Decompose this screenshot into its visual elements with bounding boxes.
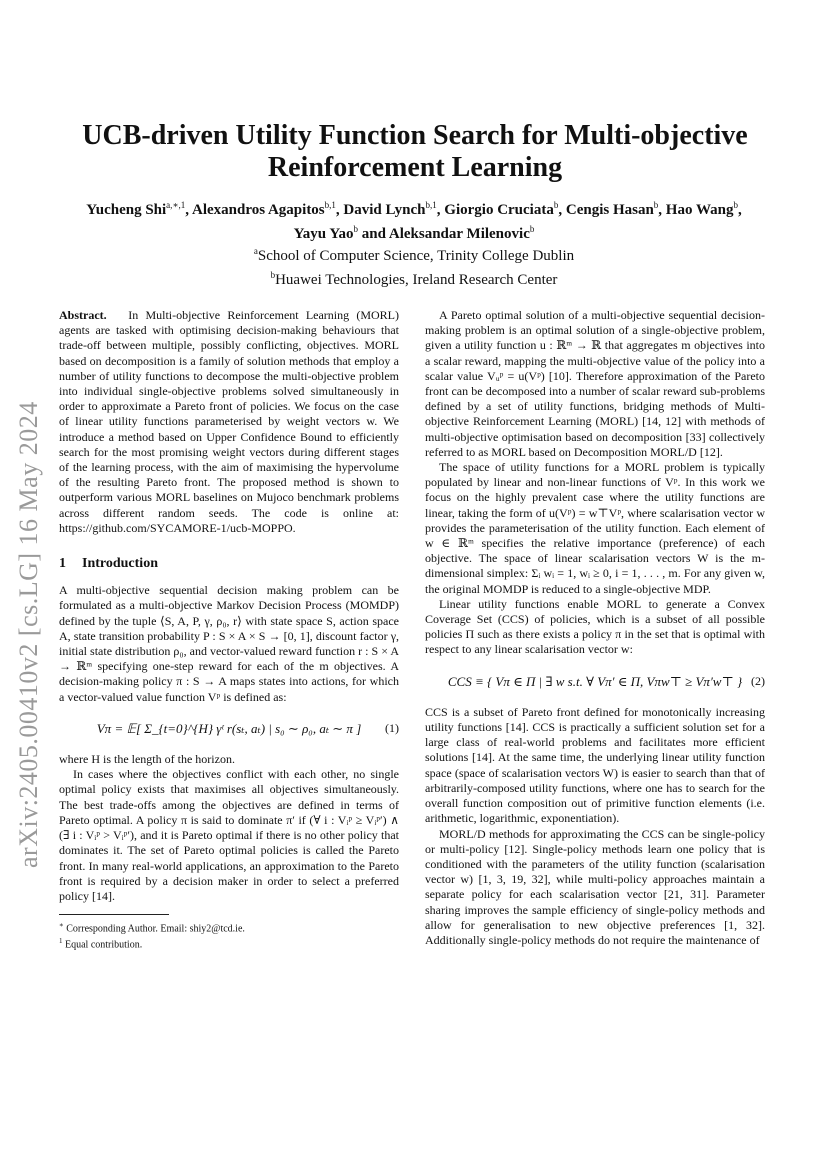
title-line-2: Reinforcement Learning — [267, 152, 563, 183]
body-paragraph-4: CCS is a subset of Pareto front defined for monotonically increasing utility functions [14]. CCS is practically a sufficient solution set for a large class of real-world problems and facilitates more efficient solutions [14]. At the same time, the underlying linear utility function space (space of scalarisation vectors W) is easier to search than that of arbitrarily-composed utility functions, where one has to search for the overall function composition out of primitive function elements (i.e. arithmetic, logarithmic, exponentiation). — [425, 704, 765, 826]
section-heading — [59, 556, 399, 571]
intro-paragraph-1: A multi-objective sequential decision making problem can be formulated as a multi-objective Markov Decision Process (MOMDP) defined by the tuple ⟨S, A, P, γ, ρ₀, r⟩ with state space S, action space A, state transition probability P : S × A × S → [0, 1], discount factor γ, initial state distribution ρ₀, and vector-valued reward function r : S × A → ℝᵐ specifying one-step reward for each of the m objectives. A decision-making policy π : S → A maps states into actions, for which a vector-valued value function Vᵖ is defined as: — [59, 583, 399, 704]
author: Yayu Yao$^b$ — [293, 224, 359, 242]
arxiv-watermark: arXiv:2405.00410v2 [cs.LG] 16 May 2024 — [14, 401, 43, 868]
equation-1 — [59, 721, 399, 736]
author: David Lynch$^{b,1}$ — [343, 200, 437, 218]
affiliation-a: $^a$School of Computer Science, Trinity College Dublin — [253, 246, 575, 264]
author: Hao Wang$^b$ — [665, 200, 738, 218]
author: Cengis Hasan$^b$ — [565, 200, 659, 218]
affiliations — [60, 242, 768, 290]
section-title: Introduction — [82, 556, 158, 572]
body-paragraph-1: A Pareto optimal solution of a multi-objective sequential decision-making problem is an optimal solution of a single-objective problem, given a utility function u : ℝᵐ → ℝ that aggregates m objectives into a scalar reward, mapping the multi-objective value of the policy into a scalar value Vᵤᵖ = u(Vᵖ) [10]. Therefore approximation of the Pareto front can be decomposed into a number of scalar reward sub-problems defined by a set of utility functions, bridging methods of Multi-objective Reinforcement Learning (MORL) [14, 12] with methods of multi-objective optimisation based on decomposition [33] collectively referred to as MORL based on Decomposition MORL/D [12]. — [425, 308, 765, 459]
footnote-rule — [59, 914, 169, 915]
body-paragraph-3: Linear utility functions enable MORL to generate a Convex Coverage Set (CCS) of policies, which is a subset of all possible policies Π such as there exists a policy π in the set that is optimal with respect to any linear scalarisation vector w: — [425, 596, 765, 657]
author: Yucheng Shi$^{a,∗,1}$ — [86, 200, 186, 218]
author-list: Yucheng Shi$^{a,∗,1}$, Alexandros Agapitos$^{b,1}$, David Lynch$^{b,1}$, Giorgio Cruciata$^b$, Cengis Hasan$^b$, Hao Wang$^b$, Yayu Yao$^b$ and Aleksandar Milenovic$^b$ — [86, 200, 742, 242]
equation-2-body: CCS ≡ { Vπ ∈ Π | ∃ w s.t. ∀ Vπ′ ∈ Π, Vπw⊤ ≥ Vπ′w⊤ } — [447, 673, 743, 689]
equation-1-number: (1) — [385, 720, 399, 735]
author: Aleksandar Milenovic$^b$ — [388, 224, 535, 242]
title-line-1: UCB-driven Utility Function Search for Multi-objective — [82, 120, 748, 151]
abstract — [59, 308, 399, 536]
body-paragraph-5: MORL/D methods for approximating the CCS can be single-policy or multi-policy [12]. Single-policy methods learn one policy that is conditioned with the parameters of the utility function (scalarisation vector w) [1, 3, 19, 32], while multi-policy approaches maintain a separate policy for each scalarisation vector [21, 31]. Parameter sharing improves the sample efficiency of single-policy methods and allow for generalisation to new objective preferences [1, 32]. Additionally single-policy methods do not require the maintenance of — [425, 826, 765, 947]
section-number: 1 — [59, 556, 66, 572]
equation-1-body: Vπ = 𝔼[ Σ_{t=0}^{H} γᵗ r(sₜ, aₜ) | s₀ ∼ ρ₀, aₜ ∼ π ] — [96, 720, 362, 736]
abstract-label: Abstract. — [59, 308, 107, 322]
equation-2 — [425, 674, 765, 689]
footnote-1: ∗ Corresponding Author. Email: shiy2@tcd.ie. — [59, 921, 245, 935]
paper-title — [70, 120, 760, 184]
intro-paragraph-3: In cases where the objectives conflict with each other, no single optimal policy exists that maximises all objectives simultaneously. The best trade-offs among the objectives are defined in terms of Pareto optimal. A policy π is said to dominate π′ if (∀ i : Vᵢᵖ ≥ Vᵢᵖ′) ∧ (∃ i : Vᵢᵖ > Vᵢᵖ′), and it is Pareto optimal if there is no other policy that dominates it. The set of Pareto optimal policies is called the Pareto front. In many real-world applications, an approximation to the Pareto front is required by a decision maker in order to select a preferred policy [14]. — [59, 767, 399, 903]
author: Giorgio Cruciata$^b$ — [444, 200, 559, 218]
body-paragraph-2: The space of utility functions for a MORL problem is typically populated by linear and non-linear functions of Vᵖ. In this work we focus on the highly prevalent case where the utility functions are linear, taking the form of u(Vᵖ) = w⊤Vᵖ, where scalarisation vector w provides the parameterisation of the utility function. Each element of w ∈ ℝᵐ specifies the relative importance (preference) of each objective. The space of linear scalarisation vectors W is the m-dimensional simplex: Σᵢ wᵢ = 1, wᵢ ≥ 0, i = 1, . . . , m. For any given w, the original MOMDP is reduced to a single-objective MDP. — [425, 460, 765, 596]
author: Alexandros Agapitos$^{b,1}$ — [191, 200, 336, 218]
affiliation-b: $^b$Huawei Technologies, Ireland Research Center — [270, 270, 558, 288]
footnote-2: $^1$ Equal contribution. — [59, 937, 143, 951]
abstract-text: In Multi-objective Reinforcement Learning (MORL) agents are tasked with optimising decision-making behaviours that trade-off between multiple, possibly conflicting, objectives. MORL based on decomposition is a family of solution methods that employ a number of utility functions to decompose the multi-objective problem into individual single-objective problems solved simultaneously in order to approximate a Pareto front of policies. We focus on the case of linear utility functions parameterised by weight vectors w. We introduce a method based on Upper Confidence Bound to efficiently search for the most promising weight vectors during different stages of the learning process, with the aim of maximising the hypervolume of the resulting Pareto front. The proposed method is shown to outperform various MORL baselines on Mujoco benchmark problems across different random seeds. The code is online at: https://github.com/SYCAMORE-1/ucb-MOPPO. — [59, 308, 399, 535]
left-column — [59, 308, 399, 952]
right-column — [425, 308, 765, 948]
equation-2-number: (2) — [751, 673, 765, 688]
intro-paragraph-2: where H is the length of the horizon. — [59, 752, 235, 767]
